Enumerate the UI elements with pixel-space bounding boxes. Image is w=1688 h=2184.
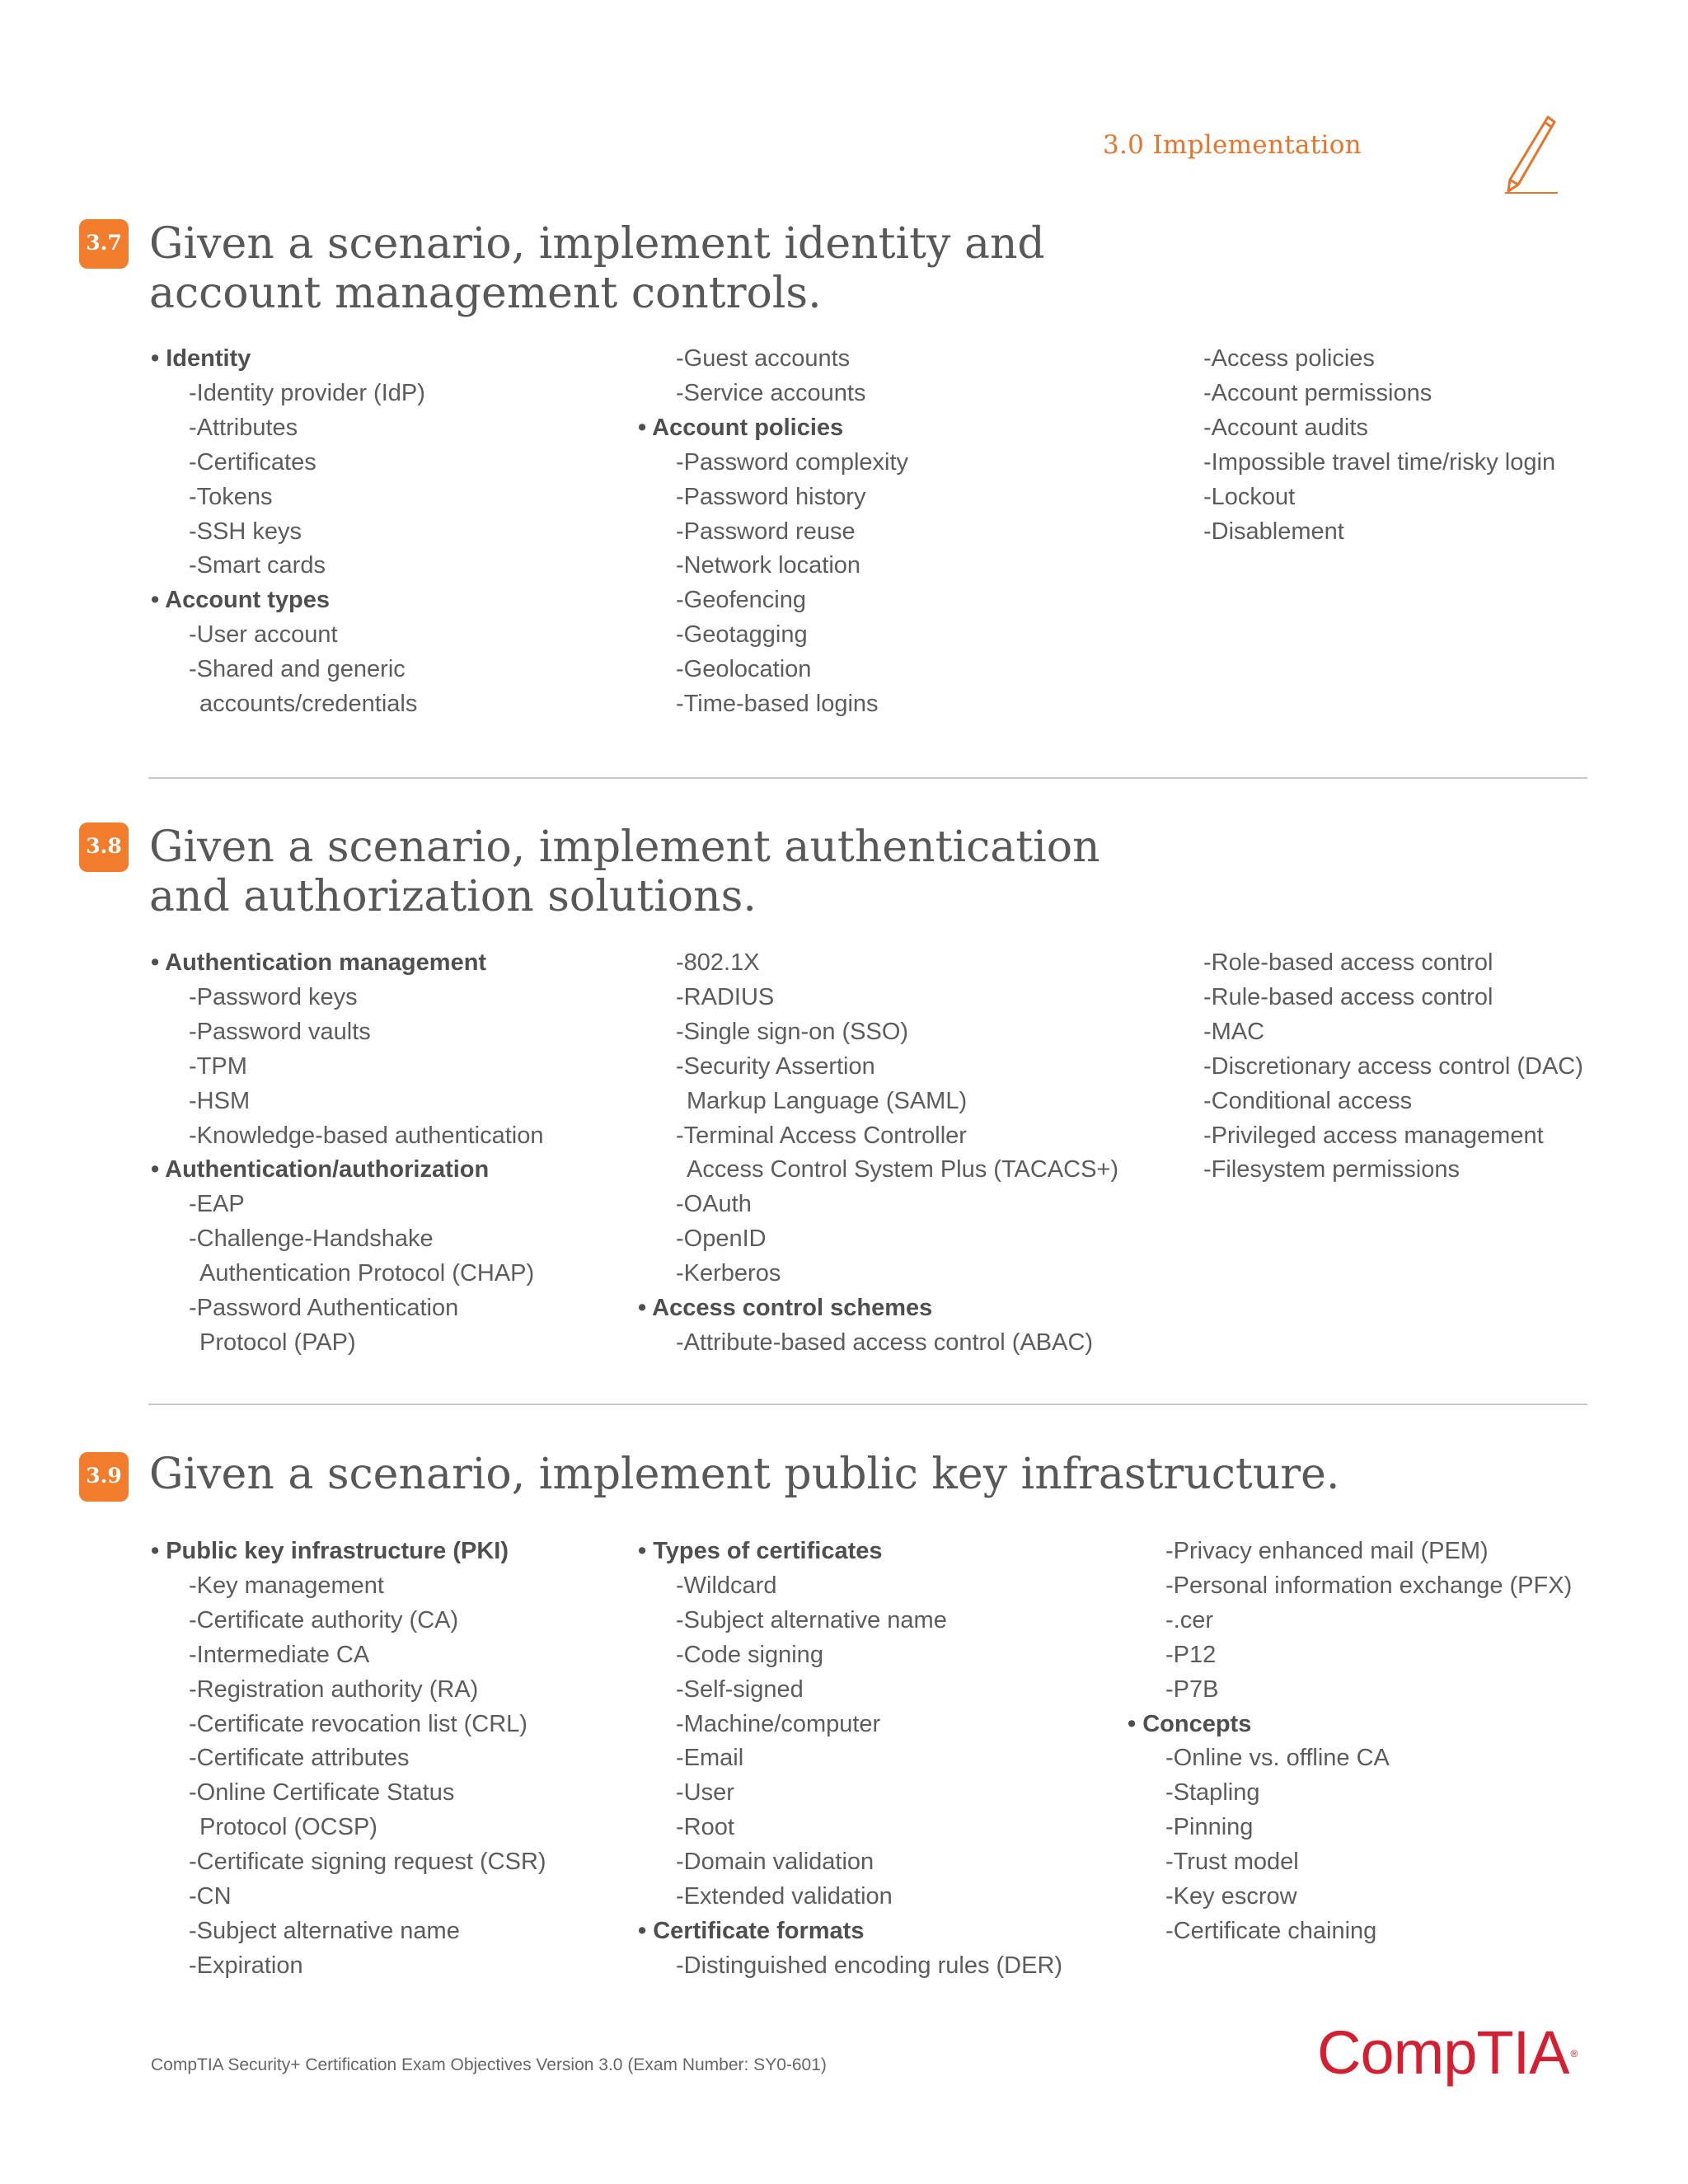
subtopic-item: -Trust model xyxy=(1165,1849,1299,1876)
subtopic-item: -Self-signed xyxy=(676,1675,804,1703)
topic-list xyxy=(638,946,1118,1361)
subtopic-item: -Code signing xyxy=(676,1641,823,1668)
subtopic-item: -Knowledge-based authentication xyxy=(189,1122,544,1149)
topic-column xyxy=(638,946,1118,1361)
logo-wordmark: CompTIA xyxy=(1317,2018,1569,2087)
subtopic-item: -Geotagging xyxy=(676,621,808,649)
topic-column xyxy=(151,946,543,1361)
subtopic-item: -OpenID xyxy=(676,1226,767,1253)
subtopic-item: -Certificates xyxy=(189,448,316,476)
topic-list xyxy=(1165,946,1583,1188)
subtopic-item: -Domain validation xyxy=(676,1849,874,1876)
topic-column xyxy=(1128,1535,1572,1949)
topic-heading: • Identity xyxy=(151,342,425,377)
subtopic-item: -Privileged access management xyxy=(1203,1122,1544,1149)
subtopic-item: -RADIUS xyxy=(676,983,775,1010)
subtopic-continuation: Authentication Protocol (CHAP) xyxy=(199,1260,535,1287)
subtopic-item: -SSH keys xyxy=(189,518,302,545)
subtopic-item: -Single sign-on (SSO) xyxy=(676,1018,909,1045)
subtopic-item: -Account audits xyxy=(1203,414,1368,441)
topic-heading: • Concepts xyxy=(1128,1708,1572,1742)
subtopic-item: -Password history xyxy=(676,483,866,510)
subtopic-continuation: Protocol (PAP) xyxy=(199,1329,356,1356)
subtopic-item: -Online vs. offline CA xyxy=(1165,1745,1390,1772)
subtopic-item: -Attribute-based access control (ABAC) xyxy=(676,1329,1094,1356)
objective-number-badge: 3.7 xyxy=(79,219,129,269)
topic-heading: • Certificate formats xyxy=(638,1915,1062,1949)
subtopic-item: -Terminal Access Controller xyxy=(676,1122,967,1149)
subtopic-item: -Geolocation xyxy=(676,656,812,683)
subtopic-item: -Password Authentication xyxy=(189,1295,459,1322)
subtopic-item: -Certificate authority (CA) xyxy=(189,1606,459,1633)
subtopic-item: -Expiration xyxy=(189,1952,303,1979)
topic-column xyxy=(638,342,908,722)
subtopic-item: -Certificate signing request (CSR) xyxy=(189,1849,546,1876)
subtopic-item: -OAuth xyxy=(676,1191,752,1218)
subtopic-item: -.cer xyxy=(1165,1606,1213,1633)
subtopic-item: -Rule-based access control xyxy=(1203,983,1493,1010)
objective-number-badge: 3.9 xyxy=(79,1452,129,1502)
subtopic-continuation: accounts/credentials xyxy=(199,691,418,718)
subtopic-continuation: Protocol (OCSP) xyxy=(199,1814,377,1841)
subtopic-item: -P12 xyxy=(1165,1641,1217,1668)
topic-list xyxy=(151,342,425,722)
footer-text: CompTIA Security+ Certification Exam Objectives Version 3.0 (Exam Number: SY0-601) xyxy=(151,2055,827,2074)
subtopic-item: -Key escrow xyxy=(1165,1883,1297,1910)
title-line: and authorization solutions. xyxy=(149,872,757,921)
subtopic-item: -Machine/computer xyxy=(676,1710,881,1737)
subtopic-item: -Security Assertion xyxy=(676,1052,875,1080)
title-line: Given a scenario, implement authentication xyxy=(149,823,1100,872)
subtopic-item: -HSM xyxy=(189,1087,251,1114)
subtopic-item: -Guest accounts xyxy=(676,345,851,372)
subtopic-item: -Subject alternative name xyxy=(189,1917,460,1944)
objective-title xyxy=(149,1450,1386,1499)
subtopic-continuation: Access Control System Plus (TACACS+) xyxy=(687,1156,1119,1183)
subtopic-item: -TPM xyxy=(189,1052,247,1080)
topic-heading: • Account types xyxy=(151,583,425,618)
title-line: Given a scenario, implement identity and xyxy=(149,219,1045,269)
subtopic-item: -Tokens xyxy=(189,483,273,510)
subtopic-item: -Smart cards xyxy=(189,552,326,579)
topic-list xyxy=(151,1535,546,1984)
comptia-logo xyxy=(1317,2018,1577,2088)
subtopic-item: -Identity provider (IdP) xyxy=(189,379,425,406)
topic-list xyxy=(1128,1535,1572,1949)
topic-column xyxy=(151,1535,546,1984)
topic-column xyxy=(1165,946,1583,1188)
subtopic-item: -Access policies xyxy=(1203,345,1375,372)
subtopic-item: -P7B xyxy=(1165,1675,1219,1703)
subtopic-item: -Account permissions xyxy=(1203,379,1432,406)
subtopic-item: -Password reuse xyxy=(676,518,856,545)
subtopic-item: -Distinguished encoding rules (DER) xyxy=(676,1952,1063,1979)
topic-column xyxy=(1165,342,1555,549)
subtopic-item: -Certificate chaining xyxy=(1165,1917,1377,1944)
subtopic-item: -EAP xyxy=(189,1191,245,1218)
topic-heading: • Account policies xyxy=(638,411,908,446)
subtopic-item: -Network location xyxy=(676,552,861,579)
topic-list xyxy=(151,946,543,1361)
subtopic-item: -Service accounts xyxy=(676,379,866,406)
topic-heading: • Authentication management xyxy=(151,946,543,981)
objective-title xyxy=(149,219,1138,318)
subtopic-continuation: Markup Language (SAML) xyxy=(687,1087,968,1114)
subtopic-item: -Online Certificate Status xyxy=(189,1779,455,1807)
subtopic-item: -Certificate attributes xyxy=(189,1745,410,1772)
subtopic-item: -802.1X xyxy=(676,949,760,976)
section-divider xyxy=(148,777,1587,779)
topic-heading: • Public key infrastructure (PKI) xyxy=(151,1535,546,1569)
topic-column xyxy=(638,1535,1062,1984)
objective-number-badge: 3.8 xyxy=(79,823,129,872)
subtopic-item: -Attributes xyxy=(189,414,298,441)
topic-list xyxy=(638,342,908,722)
subtopic-item: -Role-based access control xyxy=(1203,949,1493,976)
subtopic-item: -Password complexity xyxy=(676,448,909,476)
subtopic-item: -Kerberos xyxy=(676,1260,781,1287)
subtopic-item: -MAC xyxy=(1203,1018,1265,1045)
subtopic-item: -Time-based logins xyxy=(676,691,879,718)
topic-list xyxy=(638,1535,1062,1984)
subtopic-item: -Key management xyxy=(189,1572,384,1599)
topic-list xyxy=(1165,342,1555,549)
pen-icon xyxy=(1502,114,1561,196)
subtopic-item: -Personal information exchange (PFX) xyxy=(1165,1572,1573,1599)
subtopic-item: -Disablement xyxy=(1203,518,1344,545)
chapter-header: 3.0 Implementation xyxy=(1103,130,1362,160)
subtopic-item: -Extended validation xyxy=(676,1883,893,1910)
subtopic-item: -Privacy enhanced mail (PEM) xyxy=(1165,1538,1489,1564)
subtopic-item: -Wildcard xyxy=(676,1572,777,1599)
subtopic-item: -Password vaults xyxy=(189,1018,371,1045)
subtopic-item: -Subject alternative name xyxy=(676,1606,947,1633)
subtopic-item: -User account xyxy=(189,621,338,649)
subtopic-item: -Stapling xyxy=(1165,1779,1260,1807)
registered-mark: ® xyxy=(1570,2048,1578,2060)
topic-heading: • Authentication/authorization xyxy=(151,1153,543,1188)
subtopic-item: -Geofencing xyxy=(676,587,806,614)
title-line: account management controls. xyxy=(149,269,822,318)
subtopic-item: -Root xyxy=(676,1814,734,1841)
subtopic-item: -Certificate revocation list (CRL) xyxy=(189,1710,528,1737)
subtopic-item: -Shared and generic xyxy=(189,656,406,683)
subtopic-item: -Email xyxy=(676,1745,744,1772)
topic-heading: • Types of certificates xyxy=(638,1535,1062,1569)
subtopic-item: -Filesystem permissions xyxy=(1203,1156,1460,1183)
topic-heading: • Access control schemes xyxy=(638,1291,1118,1326)
subtopic-item: -Registration authority (RA) xyxy=(189,1675,479,1703)
subtopic-item: -Pinning xyxy=(1165,1814,1254,1841)
subtopic-item: -User xyxy=(676,1779,734,1807)
objective-title xyxy=(149,823,1138,921)
section-divider xyxy=(148,1404,1587,1405)
subtopic-item: -CN xyxy=(189,1883,232,1910)
subtopic-item: -Intermediate CA xyxy=(189,1641,370,1668)
title-line: Given a scenario, implement public key infrastructure. xyxy=(149,1450,1340,1499)
subtopic-item: -Lockout xyxy=(1203,483,1296,510)
subtopic-item: -Discretionary access control (DAC) xyxy=(1203,1052,1583,1080)
subtopic-item: -Conditional access xyxy=(1203,1087,1413,1114)
subtopic-item: -Challenge-Handshake xyxy=(189,1226,434,1253)
subtopic-item: -Impossible travel time/risky login xyxy=(1203,448,1556,476)
topic-column xyxy=(151,342,425,722)
subtopic-item: -Password keys xyxy=(189,983,358,1010)
